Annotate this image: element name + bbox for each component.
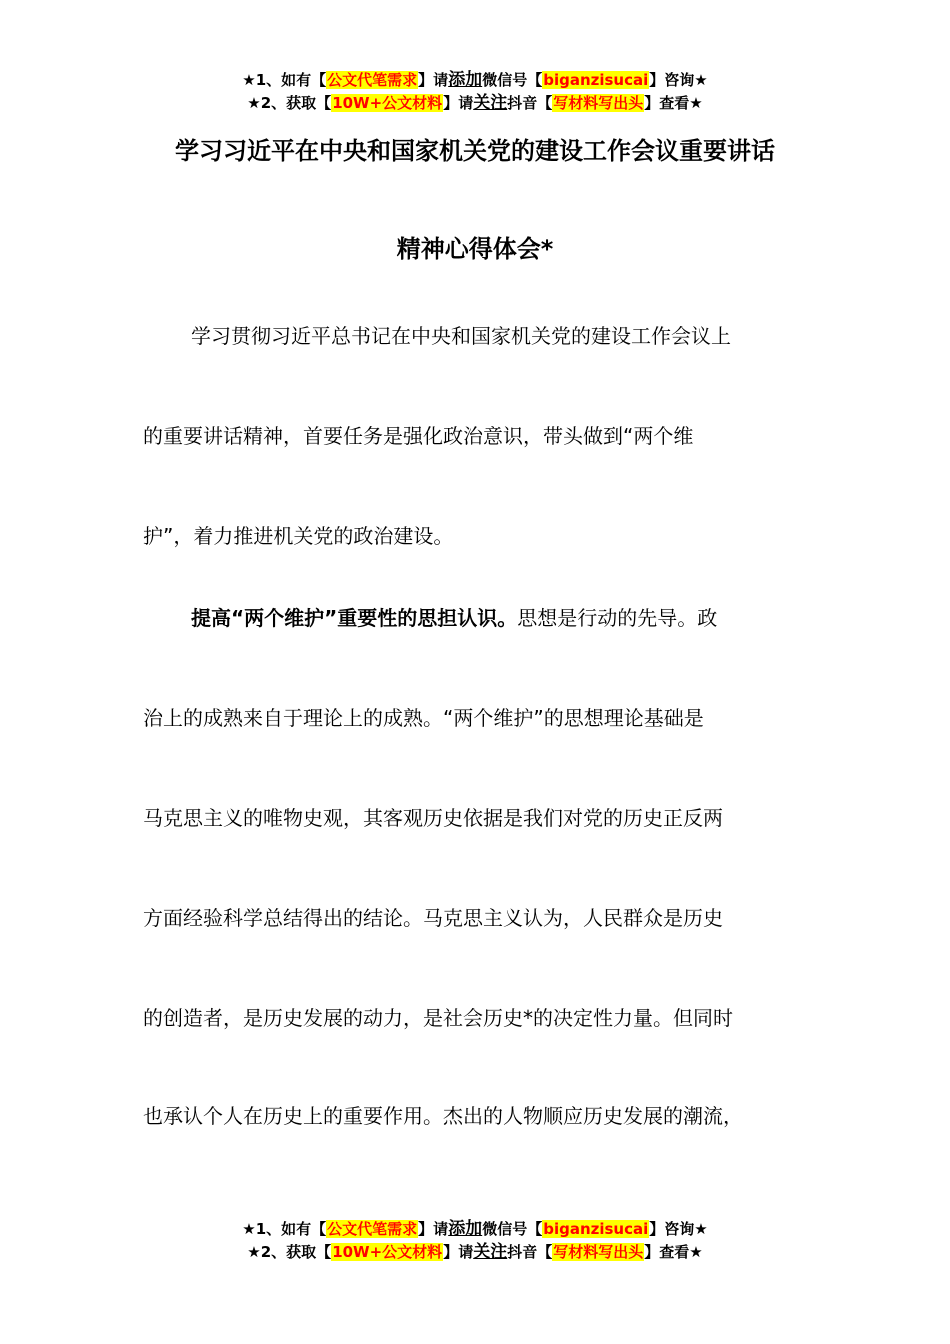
banner-highlight-service: 公文代笔需求 <box>327 1220 418 1238</box>
paragraph-2-lead-text: 思想是行动的先导。政 <box>517 606 718 630</box>
banner-text: 抖音【 <box>507 94 553 112</box>
header-banner <box>0 69 950 115</box>
banner-text: 】请 <box>418 1220 449 1238</box>
paragraph-1-line-3: 护”，着力推进机关党的政治建设。 <box>143 524 454 548</box>
document-title-line-2: 精神心得体会* <box>396 235 554 263</box>
banner-highlight-materials: 10W+公文材料 <box>332 1243 443 1261</box>
paragraph-1-line-2: 的重要讲话精神，首要任务是强化政治意识，带头做到“两个维 <box>143 424 694 448</box>
banner-line-1 <box>0 1218 950 1241</box>
banner-line-2 <box>0 92 950 115</box>
banner-text: 抖音【 <box>507 1243 553 1261</box>
paragraph-2-line-5: 的创造者，是历史发展的动力，是社会历史*的决定性力量。但同时 <box>143 1006 733 1030</box>
banner-highlight-service: 公文代笔需求 <box>327 71 418 89</box>
paragraph-1-line-1: 学习贯彻习近平总书记在中央和国家机关党的建设工作会议上 <box>191 324 731 348</box>
document-title-line-1: 学习习近平在中央和国家机关党的建设工作会议重要讲话 <box>175 137 775 165</box>
footer-banner <box>0 1218 950 1264</box>
paragraph-2-heading: 提高“两个维护”重要性的思担认识。 <box>191 606 518 630</box>
banner-underlined-add: 添加 <box>448 1219 483 1239</box>
banner-highlight-douyin: 写材料写出头 <box>553 94 644 112</box>
banner-text: 】查看★ <box>644 94 703 112</box>
banner-text: 微信号【 <box>482 71 543 89</box>
paragraph-2-line-2: 治上的成熟来自于理论上的成熟。“两个维护”的思想理论基础是 <box>143 706 704 730</box>
paragraph-2-line-6: 也承认个人在历史上的重要作用。杰出的人物顺应历史发展的潮流， <box>143 1104 743 1128</box>
banner-text: ★1、如有【 <box>242 1220 327 1238</box>
banner-underlined-follow: 关注 <box>473 1242 508 1262</box>
banner-text: 】请 <box>418 71 449 89</box>
paragraph-2-line-4: 方面经验科学总结得出的结论。马克思主义认为，人民群众是历史 <box>143 906 723 930</box>
banner-text: 】咨询★ <box>649 71 708 89</box>
banner-text: ★2、获取【 <box>247 1243 332 1261</box>
banner-highlight-wechat: biganzisucai <box>543 71 649 89</box>
banner-highlight-douyin: 写材料写出头 <box>553 1243 644 1261</box>
banner-line-2 <box>0 1241 950 1264</box>
paragraph-2-line-3: 马克思主义的唯物史观，其客观历史依据是我们对党的历史正反两 <box>143 806 723 830</box>
banner-text: 微信号【 <box>482 1220 543 1238</box>
banner-highlight-wechat: biganzisucai <box>543 1220 649 1238</box>
banner-underlined-add: 添加 <box>448 70 483 90</box>
banner-text: ★1、如有【 <box>242 71 327 89</box>
banner-text: 】请 <box>443 94 474 112</box>
banner-text: 】咨询★ <box>649 1220 708 1238</box>
paragraph-2-line-1 <box>191 602 717 631</box>
banner-highlight-materials: 10W+公文材料 <box>332 94 443 112</box>
banner-text: ★2、获取【 <box>247 94 332 112</box>
banner-line-1 <box>0 69 950 92</box>
banner-text: 】查看★ <box>644 1243 703 1261</box>
banner-text: 】请 <box>443 1243 474 1261</box>
banner-underlined-follow: 关注 <box>473 93 508 113</box>
